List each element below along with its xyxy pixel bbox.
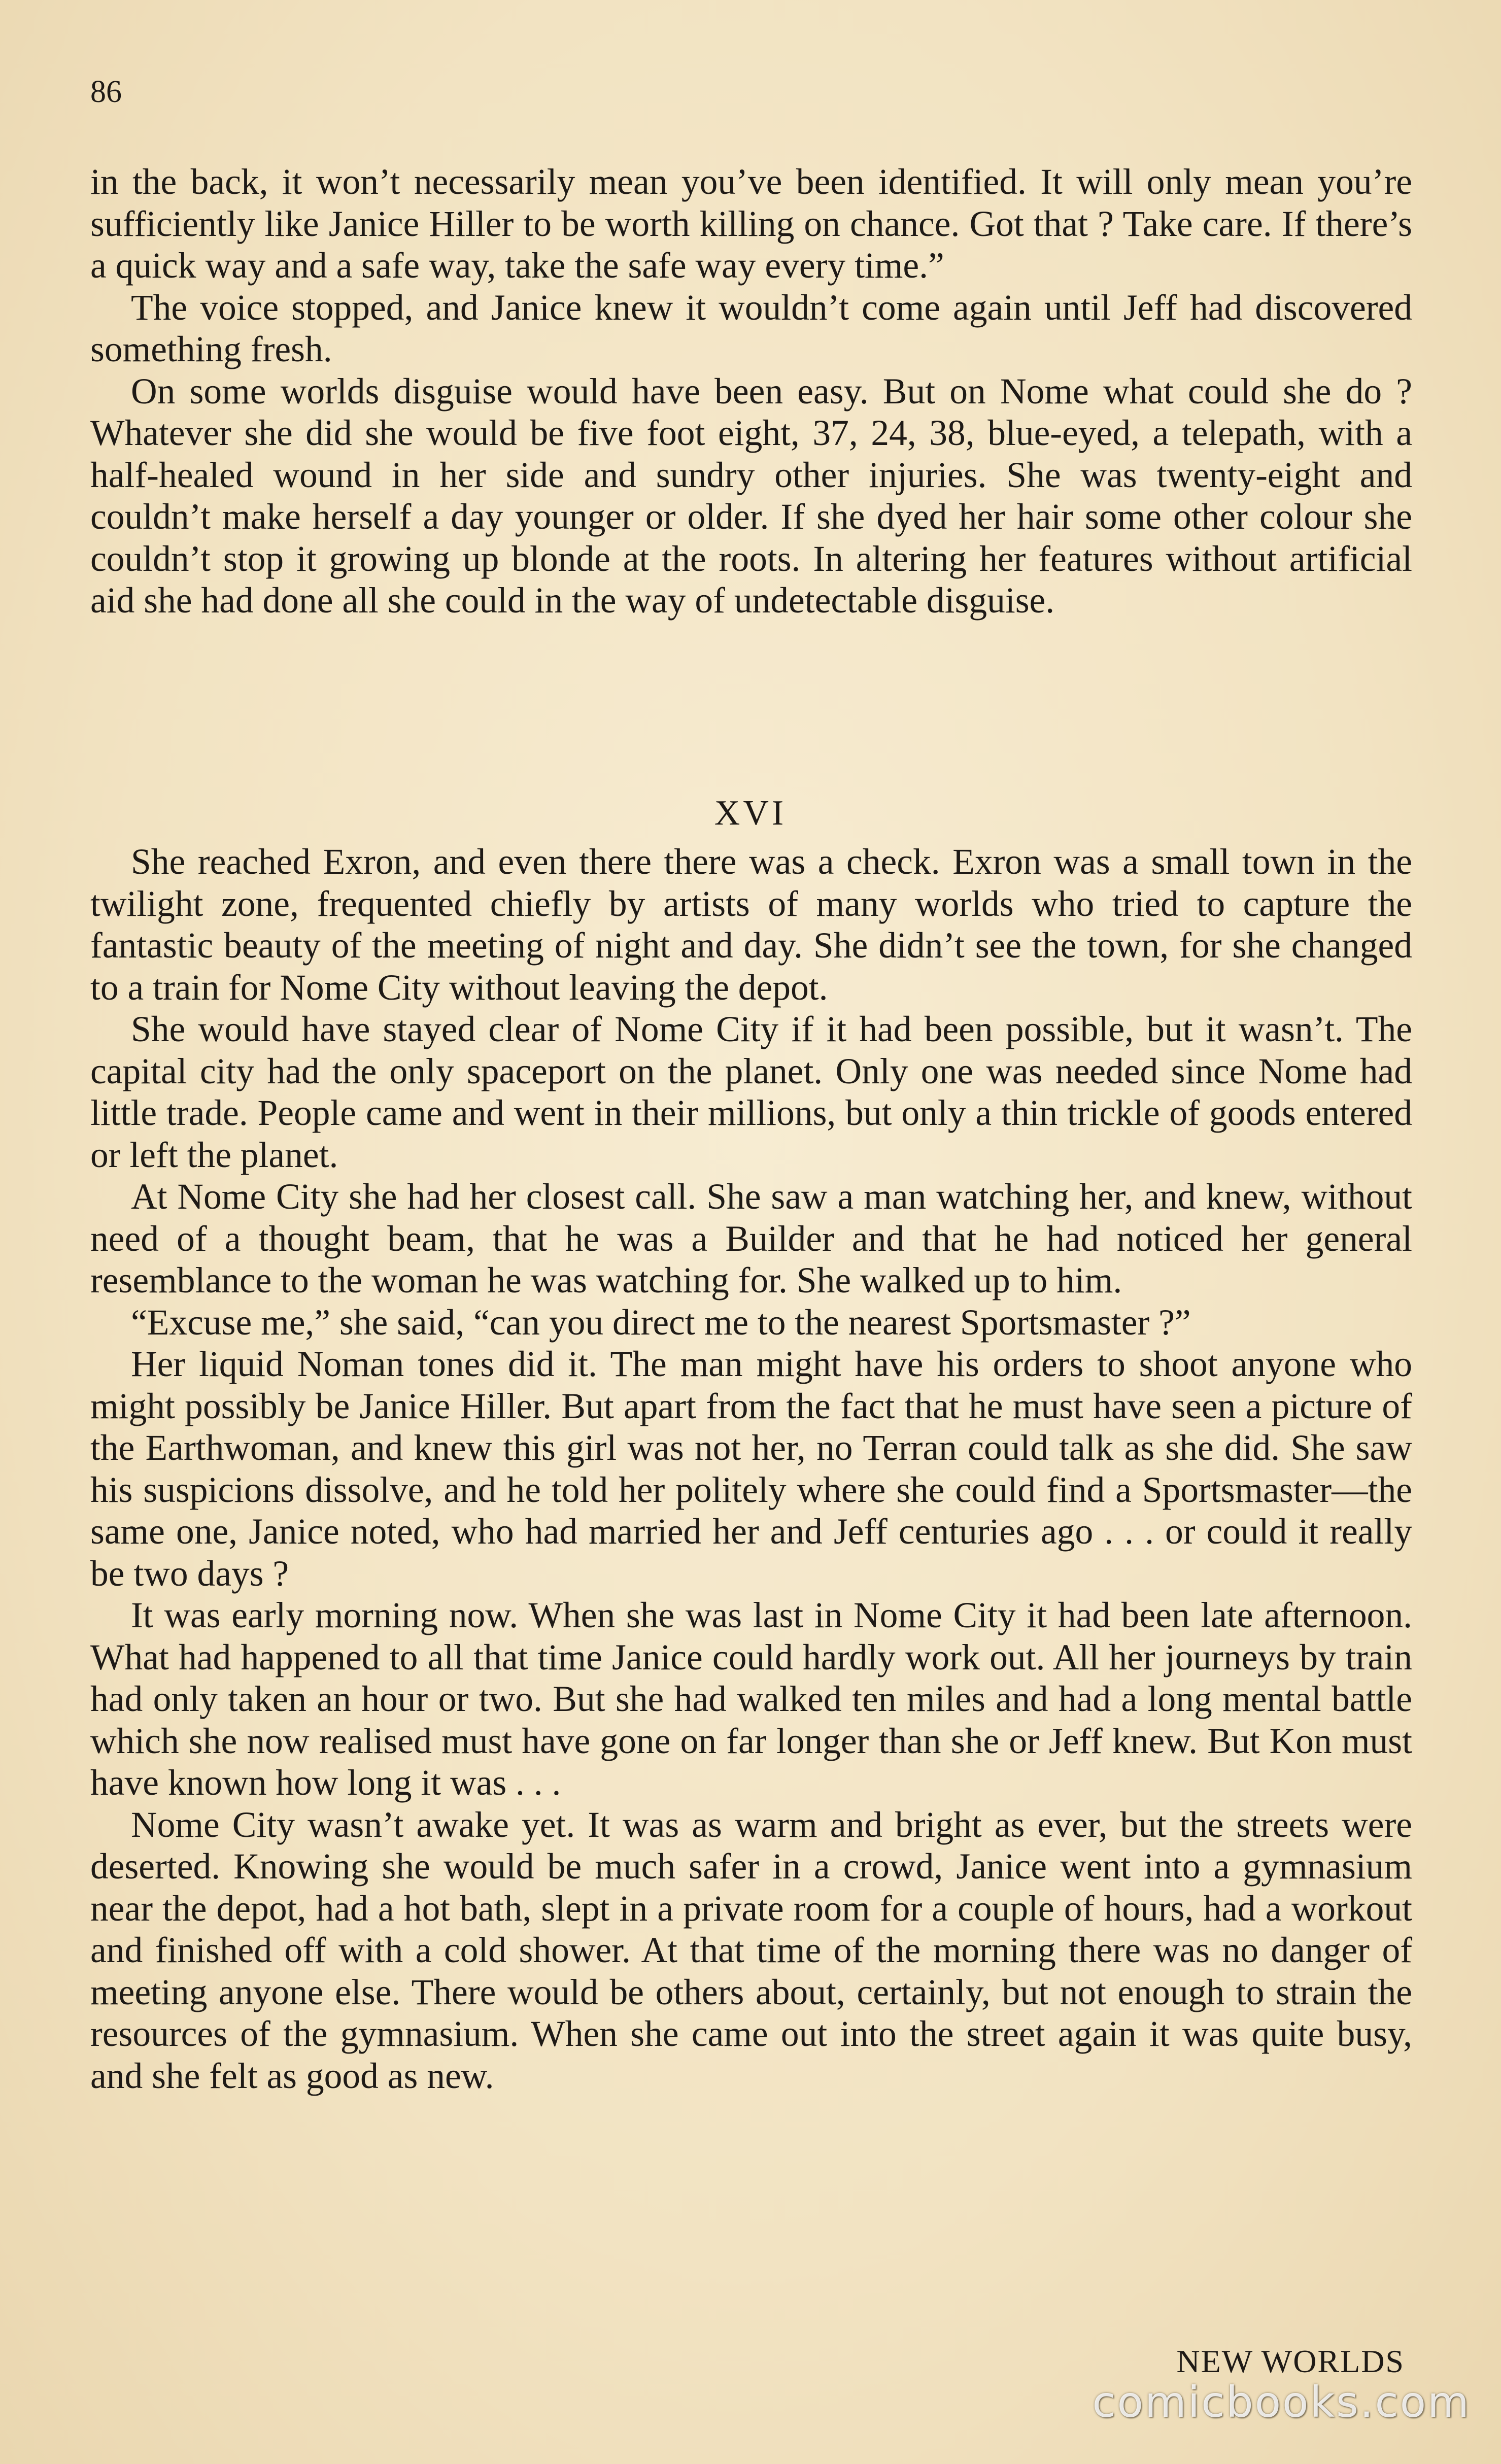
paragraph: On some worlds disguise would have been easy. But on Nome what could she do ? Whatever she did she would be five foot eight, 37, 24, 38, blue-eyed, a telepath, with a half-healed wound in her side and sundry other injuries. She was twenty-eight and couldn’t make herself a day younger or older. If she dyed her hair some other colour she couldn’t stop it growing up blonde at the roots. In altering her features without artificial aid she had done all she could in the way of undetectable disguise. [90, 371, 1412, 621]
paragraph: The voice stopped, and Janice knew it wouldn’t come again until Jeff had discovered something fresh. [90, 287, 1412, 369]
page-number: 86 [90, 75, 122, 109]
text-block-before-chapter [90, 161, 1412, 622]
paragraph: Nome City wasn’t awake yet. It was as warm and bright as ever, but the streets were deserted. Knowing she would be much safer in a crowd, Janice went into a gymnasium near the depot, had a hot bath, slept in a private room for a couple of hours, had a workout and finished off with a cold shower. At that time of the morning there was no danger of meeting anyone else. There would be others about, certainly, but not enough to strain the resources of the gymnasium. When she came out into the street again it was quite busy, and she felt as good as new. [90, 1804, 1412, 2096]
paragraph: in the back, it won’t necessarily mean you’ve been identified. It will only mean you’re sufficiently like Janice Hiller to be worth killing on chance. Got that ? Take care. If there’s a quick way and a safe way, take the safe way every time.” [90, 162, 1412, 286]
watermark: comicbooks.com [1092, 2377, 1471, 2427]
paragraph: She reached Exron, and even there there was a check. Exron was a small town in the twilight zone, frequented chiefly by artists of many worlds who tried to capture the fantastic beauty of the meeting of night and day. She didn’t see the town, for she changed to a train for Nome City without leaving the depot. [90, 842, 1412, 1008]
paragraph: She would have stayed clear of Nome City if it had been possible, but it wasn’t. The capital city had the only spaceport on the planet. Only one was needed since Nome had little trade. People came and went in their millions, but only a thin trickle of goods entered or left the planet. [90, 1009, 1412, 1175]
paragraph: “Excuse me,” she said, “can you direct me to the nearest Sportsmaster ?” [131, 1302, 1191, 1343]
chapter-heading: XVI [714, 794, 787, 833]
text-block-chapter-xvi [90, 841, 1412, 2097]
paragraph: Her liquid Noman tones did it. The man might have his orders to shoot anyone who might possibly be Janice Hiller. But apart from the fact that he must have seen a picture of the Earthwoman, and knew this girl was not her, no Terran could talk as she did. She saw his suspicions dissolve, and he told her politely where she could find a Sportsmaster—the same one, Janice noted, who had married her and Jeff centuries ago . . . or could it really be two days ? [90, 1344, 1412, 1594]
running-foot-title: NEW WORLDS [1176, 2343, 1405, 2379]
paragraph: It was early morning now. When she was last in Nome City it had been late afternoon. What had happened to all that time Janice could hardly work out. All her journeys by train had only taken an hour or two. But she had walked ten miles and had a long mental battle which she now realised must have gone on far longer than she or Jeff knew. But Kon must have known how long it was . . . [90, 1595, 1412, 1803]
paragraph: At Nome City she had her closest call. She saw a man watching her, and knew, without need of a thought beam, that he was a Builder and that he had noticed her general resemblance to the woman he was watching for. She walked up to him. [90, 1177, 1412, 1301]
